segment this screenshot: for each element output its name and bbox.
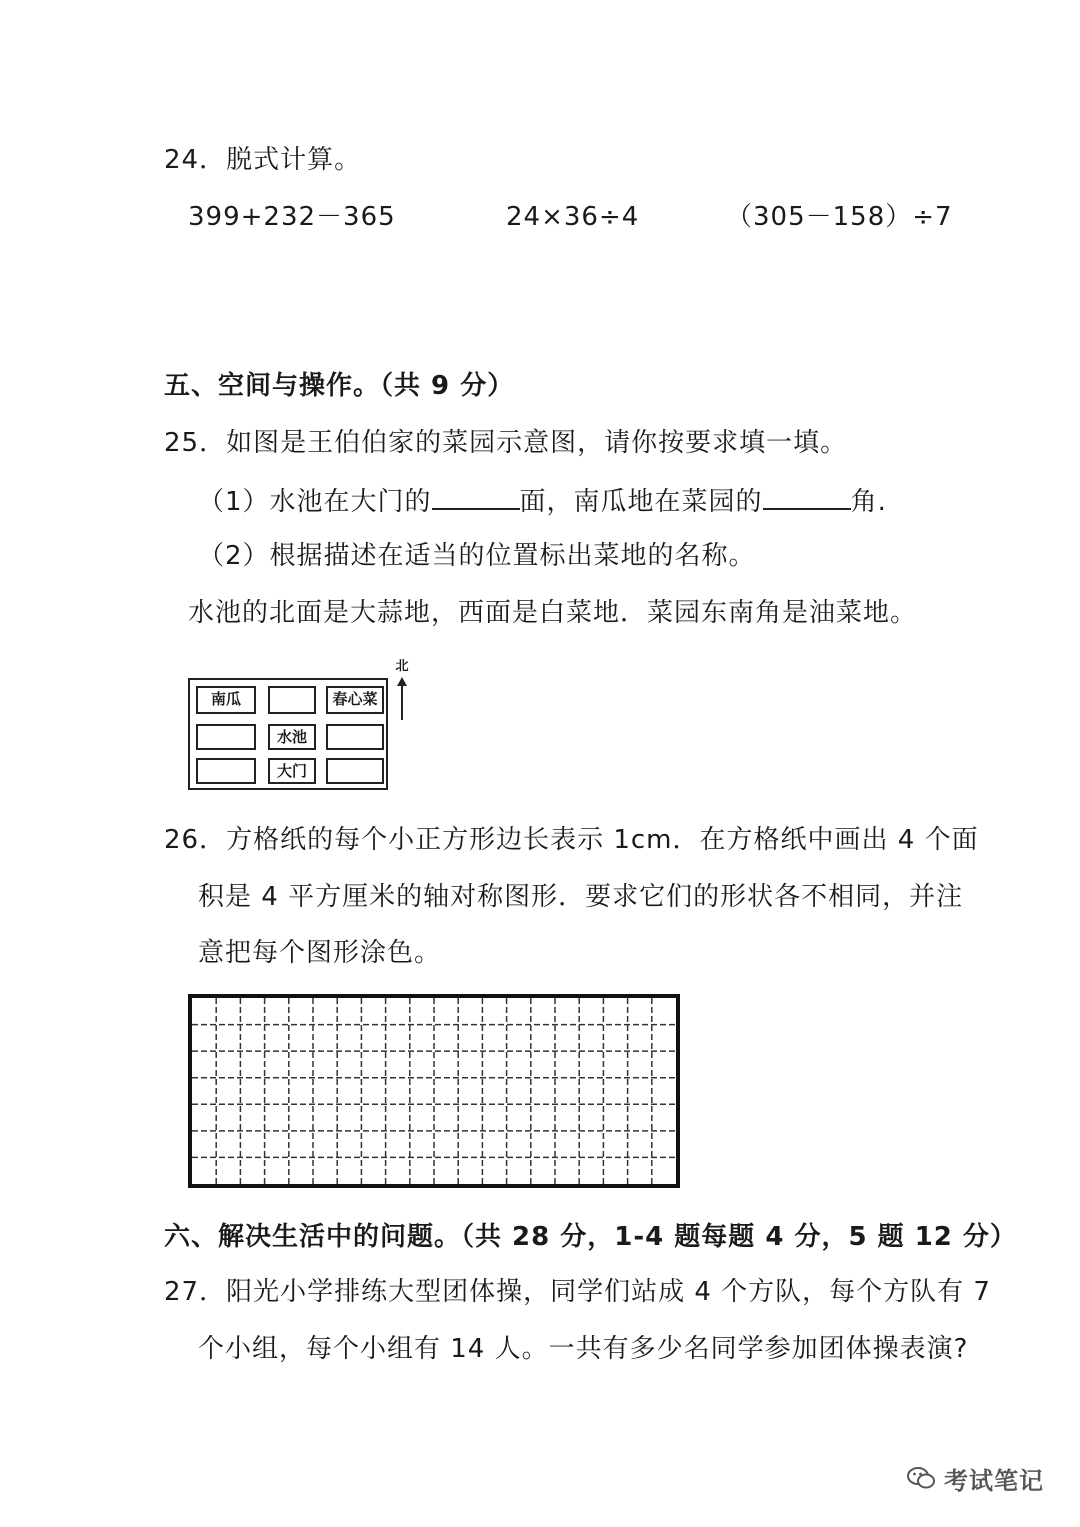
grid-paper-svg[interactable] — [188, 994, 680, 1188]
answer-blank-2[interactable] — [763, 484, 851, 510]
north-arrow-icon — [394, 676, 410, 720]
q25-description: 水池的北面是大蒜地，西面是白菜地．菜园东南角是油菜地。 — [188, 598, 918, 628]
wechat-icon — [906, 1465, 936, 1491]
q26-line-2: 积是 4 平方厘米的轴对称图形．要求它们的形状各不相同，并注 — [198, 882, 964, 912]
plot-pumpkin: 南瓜 — [196, 686, 256, 714]
watermark-text: 考试笔记 — [944, 1466, 1044, 1495]
q26-line-3: 意把每个图形涂色。 — [198, 938, 442, 968]
north-label: 北 — [395, 659, 409, 674]
plot-gate: 大门 — [268, 758, 316, 784]
plot-cabbage: 春心菜 — [326, 686, 384, 714]
q25-part-2: （2）根据描述在适当的位置标出菜地的名称。 — [198, 541, 756, 571]
plot-empty-east[interactable] — [326, 724, 384, 750]
q25-title: 25．如图是王伯伯家的菜园示意图，请你按要求填一填。 — [164, 428, 848, 458]
watermark — [906, 1458, 1044, 1498]
q24-expr-2: 24×36÷4 — [506, 202, 640, 232]
plot-pool: 水池 — [268, 724, 316, 750]
q25-part-1-a: （1）水池在大门的 — [198, 487, 432, 517]
section-5-heading: 五、空间与操作。（共 9 分） — [164, 371, 515, 401]
garden-diagram — [188, 678, 388, 790]
q27-line-2: 个小组，每个小组有 14 人。一共有多少名同学参加团体操表演? — [198, 1334, 969, 1364]
q24-expr-1: 399+232－365 — [188, 202, 396, 232]
grid-paper[interactable] — [188, 994, 680, 1188]
north-arrow — [394, 660, 410, 718]
plot-empty-west[interactable] — [196, 724, 256, 750]
q25-part-1-c: 角. — [850, 487, 887, 517]
q27-line-1: 27．阳光小学排练大型团体操，同学们站成 4 个方队，每个方队有 7 — [164, 1277, 991, 1307]
q25-part-1-b: 面，南瓜地在菜园的 — [519, 487, 763, 517]
plot-empty-southwest[interactable] — [196, 758, 256, 784]
q25-part-1 — [198, 484, 887, 518]
plot-empty-north[interactable] — [268, 686, 316, 714]
q26-line-1: 26．方格纸的每个小正方形边长表示 1cm．在方格纸中画出 4 个面 — [164, 825, 979, 855]
q24-expr-3: （305－158）÷7 — [726, 202, 953, 232]
q24-title: 24．脱式计算。 — [164, 145, 362, 175]
answer-blank-1[interactable] — [432, 484, 520, 510]
section-6-heading: 六、解决生活中的问题。（共 28 分，1-4 题每题 4 分，5 题 12 分） — [164, 1222, 1017, 1252]
plot-empty-southeast[interactable] — [326, 758, 384, 784]
